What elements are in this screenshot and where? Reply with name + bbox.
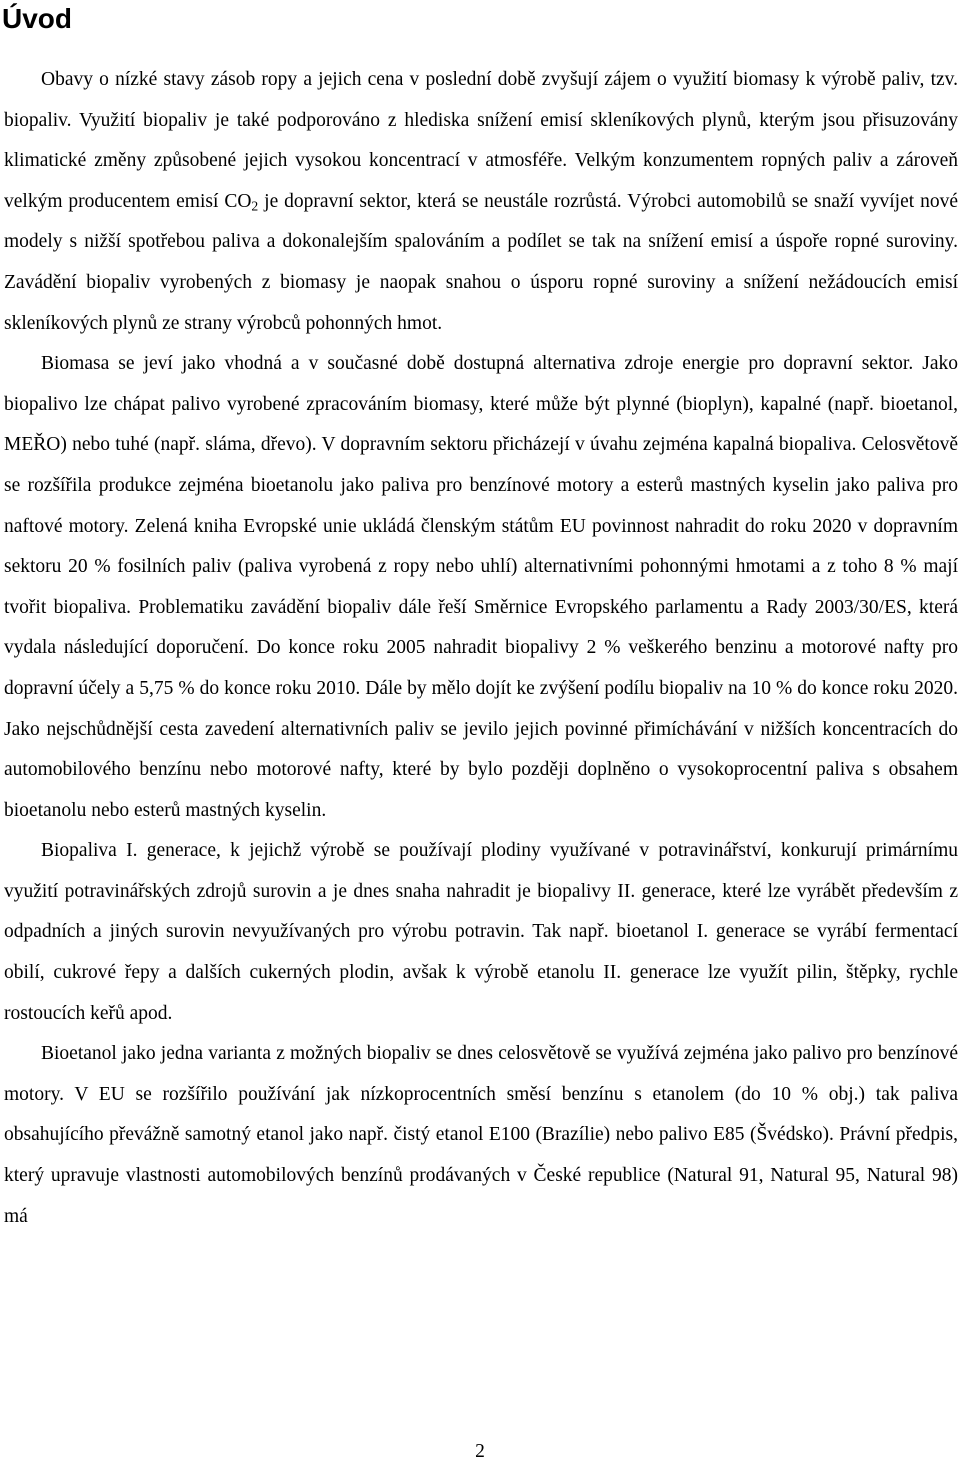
text-run: Obavy o nízké stavy zásob ropy a jejich cena v poslední době zvyšují zájem o využití biomasy k výrobě paliv, tzv. biopaliv. Využití biopaliv je také podporováno z hlediska snížení emisí skleníkových plynů, kterým jsou přisuzovány klimatické změny způsobené jejich vysokou koncentrací v atmosféře. Velkým konzumentem ropných paliv a zároveň velkým producentem emisí CO xyxy=(4,69,958,212)
paragraph xyxy=(4,60,958,344)
paragraph xyxy=(4,1034,958,1237)
text-run: Biopaliva I. generace, k jejichž výrobě se používají plodiny využívané v potravinářství, konkurují primárnímu využití potravinářských zdrojů surovin a je dnes snaha nahradit je biopalivy II. generace, které lze vyrábět především z odpadních a jiných surovin nevyužívaných pro výrobu potravin. Tak např. bioetanol I. generace se vyrábí fermentací obilí, cukrové řepy a dalších cukerných plodin, avšak k výrobě etanolu II. generace lze využít pilin, štěpky, rychle rostoucích keřů apod. xyxy=(4,840,958,1024)
section-heading: Úvod xyxy=(2,3,72,34)
body-text xyxy=(4,60,958,1237)
paragraph xyxy=(4,831,958,1034)
text-run: Bioetanol jako jedna varianta z možných biopaliv se dnes celosvětově se využívá zejména jako palivo pro benzínové motory. V EU se rozšířilo používání jak nízkoprocentních směsí benzínu s etanolem (do 10 % obj.) tak paliva obsahujícího převážně samotný etanol jako např. čistý etanol E100 (Brazílie) nebo palivo E85 (Švédsko). Právní předpis, který upravuje vlastnosti automobilových benzínů prodávaných v České republice (Natural 91, Natural 95, Natural 98) má xyxy=(4,1043,958,1227)
subscript: 2 xyxy=(251,198,259,214)
page-number: 2 xyxy=(475,1441,485,1462)
paragraph xyxy=(4,344,958,831)
text-run: Biomasa se jeví jako vhodná a v současné době dostupná alternativa zdroje energie pro dopravní sektor. Jako biopalivo lze chápat palivo vyrobené zpracováním biomasy, které může být plynné (bioplyn), kapalné (např. bioetanol, MEŘO) nebo tuhé (např. sláma, dřevo). V dopravním sektoru přicházejí v úvahu zejména kapalná biopaliva. Celosvětově se rozšířila produkce zejména bioetanolu jako paliva pro benzínové motory a esterů mastných kyselin jako paliva pro naftové motory. Zelená kniha Evropské unie ukládá členským státům EU povinnost nahradit do roku 2020 v dopravním sektoru 20 % fosilních paliv (paliva vyrobená z ropy nebo uhlí) alternativními pohonnými hmotami a z toho 8 % mají tvořit biopaliva. Problematiku zavádění biopaliv dále řeší Směrnice Evropského parlamentu a Rady 2003/30/ES, která vydala následující doporučení. Do konce roku 2005 nahradit biopalivy 2 % veškerého benzinu a motorové nafty pro dopravní účely a 5,75 % do konce roku 2010. Dále by mělo dojít ke zvýšení podílu biopaliv na 10 % do konce roku 2020. Jako nejschůdnější cesta zavedení alternativních paliv se jevilo jejich povinné přimíchávání v nižších koncentracích do automobilového benzínu nebo motorové nafty, které by bylo později doplněno o vysokoprocentní paliva s obsahem bioetanolu nebo esterů mastných kyselin. xyxy=(4,353,958,821)
text-run: je dopravní sektor, která se neustále rozrůstá. Výrobci automobilů se snaží vyvíjet nové modely s nižší spotřebou paliva a dokonalejším spalováním a podílet se tak na snížení emisí a úspoře ropné suroviny. Zavádění biopaliv vyrobených z biomasy je naopak snahou o úsporu ropné suroviny a snížení nežádoucích emisí skleníkových plynů ze strany výrobců pohonných hmot. xyxy=(4,190,959,334)
